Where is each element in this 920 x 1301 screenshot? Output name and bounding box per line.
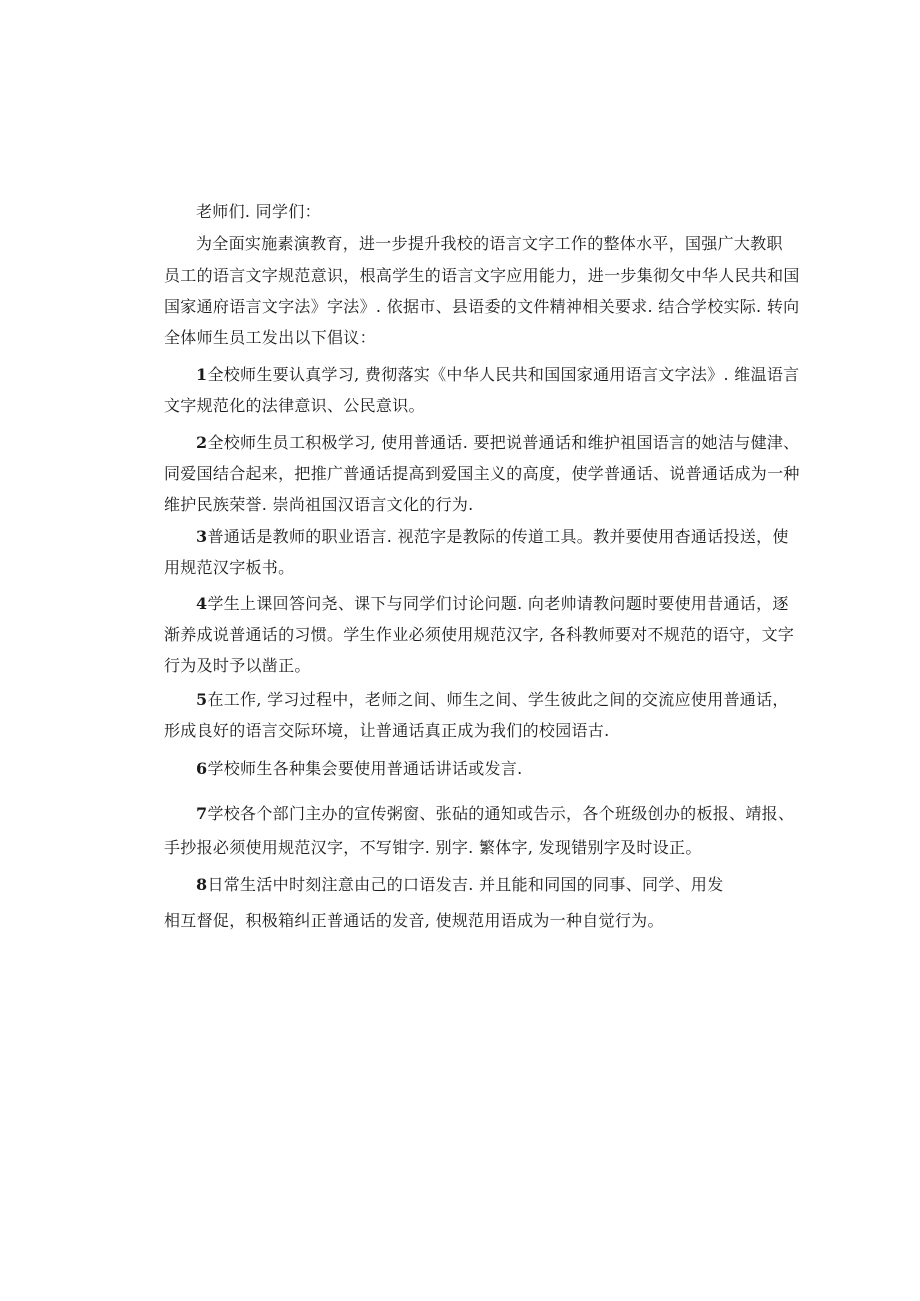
item-line: 形成良好的语言交际环境，让普通话真正成为我们的校园语古. [164,721,610,740]
item-line: 文字规范化的法律意识、公民意识。 [164,396,425,415]
item-text: 学生上课回答问尧、课下与同学们讨论问题. 向老帅请教问题时要使用昔通话，逐 [207,594,789,613]
item-first-line [196,364,799,386]
item-text: 学校各个部门主办的宣传粥窗、张砧的通知或告示，各个班级创办的板报、靖报、 [207,804,795,823]
item-first-line [196,593,789,615]
intro-line: 全体师生员工发出以下倡议： [164,328,376,347]
item-line: 维护民族荣誉. 崇尚祖国汉语言文化的行为. [164,495,474,514]
item-text: 普通话是教师的职业语言. 视范字是教际的传道工具。教并要使用杳通话投送，使 [207,527,789,546]
item-number: 6 [196,759,208,778]
item-first-line [196,689,789,711]
item-text: 在工作, 学习过程中，老师之间、师生之间、学生彼此之间的交流应使用普通话， [207,690,789,709]
item-number: 7 [196,804,208,823]
item-line: 同爱国结合起来，把推广普通话提高到爱国主义的高度，使学普通话、说普通话成为一种 [164,464,800,483]
intro-line: 员工的语言文字规范意识，根高学生的语言文字应用能力，进一步集彻攵中华人民共和国 [164,266,800,285]
item-line: 渐养成说普通话的习惯。学生作业必须使用规范汉字, 各科教师要对不规范的语守，文字 [164,625,795,644]
intro-line: 国家通府语言文字法》字法》. 依据市、县语委的文件精神相关要求. 结合学校实际. 转向 [164,297,800,316]
item-number: 2 [196,433,208,452]
item-first-line [196,874,724,896]
item-text: 全校师生要认真学习, 费彻落实《中华人民共和国国家通用语言文字法》. 维温语言 [207,365,800,384]
item-number: 4 [196,594,208,613]
item-text: 全校师生员工积极学习, 使用普通话. 要把说普通话和维护祖国语言的她洁与健津、 [207,433,800,452]
item-number: 3 [196,527,208,546]
item-number: 1 [196,365,208,384]
item-line: 手抄报必须使用规范汉字，不写钳字. 别字. 繁体字, 发现错别字及时设正。 [164,838,702,857]
item-first-line [196,526,789,548]
item-first-line [196,432,799,454]
item-line: 用规范汉字板书。 [164,558,295,577]
item-number: 8 [196,875,208,894]
item-line: 相互督促，积极箱纠正普通话的发音, 使规范用语成为一种自觉行为。 [164,911,664,930]
item-text: 日常生活中时刻注意由己的口语发吉. 并且能和同国的同事、同学、用发 [207,875,724,894]
item-first-line [196,803,794,825]
intro-line: 为全面实施素演教育，进一步提升我校的语言文字工作的整体水平，国强广大教职 [196,234,783,253]
item-first-line [196,758,523,780]
item-line: 行为及时予以凿正。 [164,656,311,675]
salutation: 老师们. 同学们： [196,202,321,221]
item-number: 5 [196,690,208,709]
item-text: 学校师生各种集会要使用普通话讲话或发言. [207,759,523,778]
